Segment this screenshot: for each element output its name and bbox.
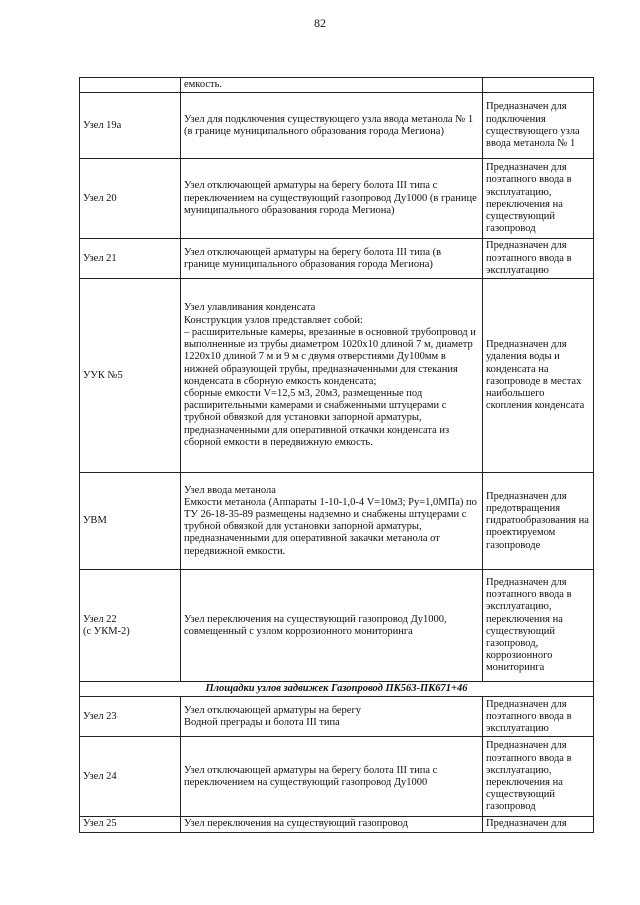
node-purpose-cell: Предназначен для поэтапного ввода в эксплуатацию	[483, 697, 594, 737]
node-name-cell: Узел 21	[80, 239, 181, 279]
node-purpose-cell: Предназначен для поэтапного ввода в эксплуатацию, переключения на существующий газопровод	[483, 159, 594, 239]
node-name-cell: Узел 20	[80, 159, 181, 239]
table-row	[80, 697, 594, 737]
node-purpose-cell: Предназначен для	[483, 817, 594, 832]
table-row	[80, 737, 594, 817]
node-purpose-cell: Предназначен для поэтапного ввода в эксплуатацию, переключения на существующий газопровод, коррозионного мониторинга	[483, 570, 594, 682]
node-purpose-cell: Предназначен для поэтапного ввода в эксплуатацию	[483, 239, 594, 279]
node-name-cell: Узел 24	[80, 737, 181, 817]
table-row	[80, 570, 594, 682]
table-row	[80, 239, 594, 279]
node-description-cell: Узел отключающей арматуры на берегу Водной преграды и болота III типа	[181, 697, 483, 737]
table-row	[80, 159, 594, 239]
node-description-cell: Узел переключения на существующий газопровод Ду1000, совмещенный с узлом коррозионного мониторинга	[181, 570, 483, 682]
table-row	[80, 93, 594, 159]
section-header: Площадки узлов задвижек Газопровод ПК563-ПК671+46	[80, 682, 594, 697]
node-name-cell: УУК №5	[80, 279, 181, 473]
node-purpose-cell: Предназначен для поэтапного ввода в эксплуатацию, переключения на существующий газопровод	[483, 737, 594, 817]
node-description-cell: Узел для подключения существующего узла ввода метанола № 1 (в границе муниципального образования города Мегиона)	[181, 93, 483, 159]
table-row	[80, 473, 594, 570]
node-description-cell: Узел ввода метанола Емкости метанола (Аппараты 1-10-1,0-4 V=10м3; Ру=1,0МПа) по ТУ 26-18-35-89 размещены надземно и снабжены штуцерами с трубной обвязкой для установки запорной арматуры, предназначенными для оперативной закачки метанола от передвижной емкости.	[181, 473, 483, 570]
node-name-cell	[80, 78, 181, 93]
node-description-cell: Узел отключающей арматуры на берегу болота III типа (в границе муниципального образования города Мегиона)	[181, 239, 483, 279]
table-row	[80, 817, 594, 832]
page-number: 82	[314, 16, 326, 30]
table-row	[80, 279, 594, 473]
node-purpose-cell: Предназначен для удаления воды и конденсата на газопроводе в местах наибольшего скопления конденсата	[483, 279, 594, 473]
node-purpose-cell: Предназначен для предотвращения гидратообразования на проектируемом газопроводе	[483, 473, 594, 570]
node-purpose-cell: Предназначен для подключения существующего узла ввода метанола № 1	[483, 93, 594, 159]
node-purpose-cell	[483, 78, 594, 93]
node-name-cell: УВМ	[80, 473, 181, 570]
table-row	[80, 78, 594, 93]
node-name-cell: Узел 22 (с УКМ-2)	[80, 570, 181, 682]
node-description-cell: емкость.	[181, 78, 483, 93]
section-header-row	[80, 682, 594, 697]
node-description-cell: Узел отключающей арматуры на берегу болота III типа с переключением на существующий газопровод Ду1000 (в границе муниципального образования города Мегиона)	[181, 159, 483, 239]
node-name-cell: Узел 23	[80, 697, 181, 737]
nodes-table	[79, 77, 594, 833]
node-description-cell: Узел отключающей арматуры на берегу болота III типа с переключением на существующий газопровод Ду1000	[181, 737, 483, 817]
node-description-cell: Узел переключения на существующий газопровод	[181, 817, 483, 832]
node-name-cell: Узел 19а	[80, 93, 181, 159]
node-name-cell: Узел 25	[80, 817, 181, 832]
node-description-cell: Узел улавливания конденсата Конструкция узлов представляет собой: – расширительные камеры, врезанные в основной трубопровод и выполненные из трубы диаметром 1020х10 длиной 7 м, диаметр 1220х10 длиной 7 м и 9 м с двумя отверстиями Ду100мм в нижней образующей трубы, предназначенными для стекания конденсата в сборную емкость конденсата; сборные емкости V=12,5 м3, 20м3, размещенные под расширительными камерами и снабженными штуцерами с трубной обвязкой для установки запорной арматуры, предназначенными для оперативной откачки конденсата из сборной емкости в передвижную емкость.	[181, 279, 483, 473]
